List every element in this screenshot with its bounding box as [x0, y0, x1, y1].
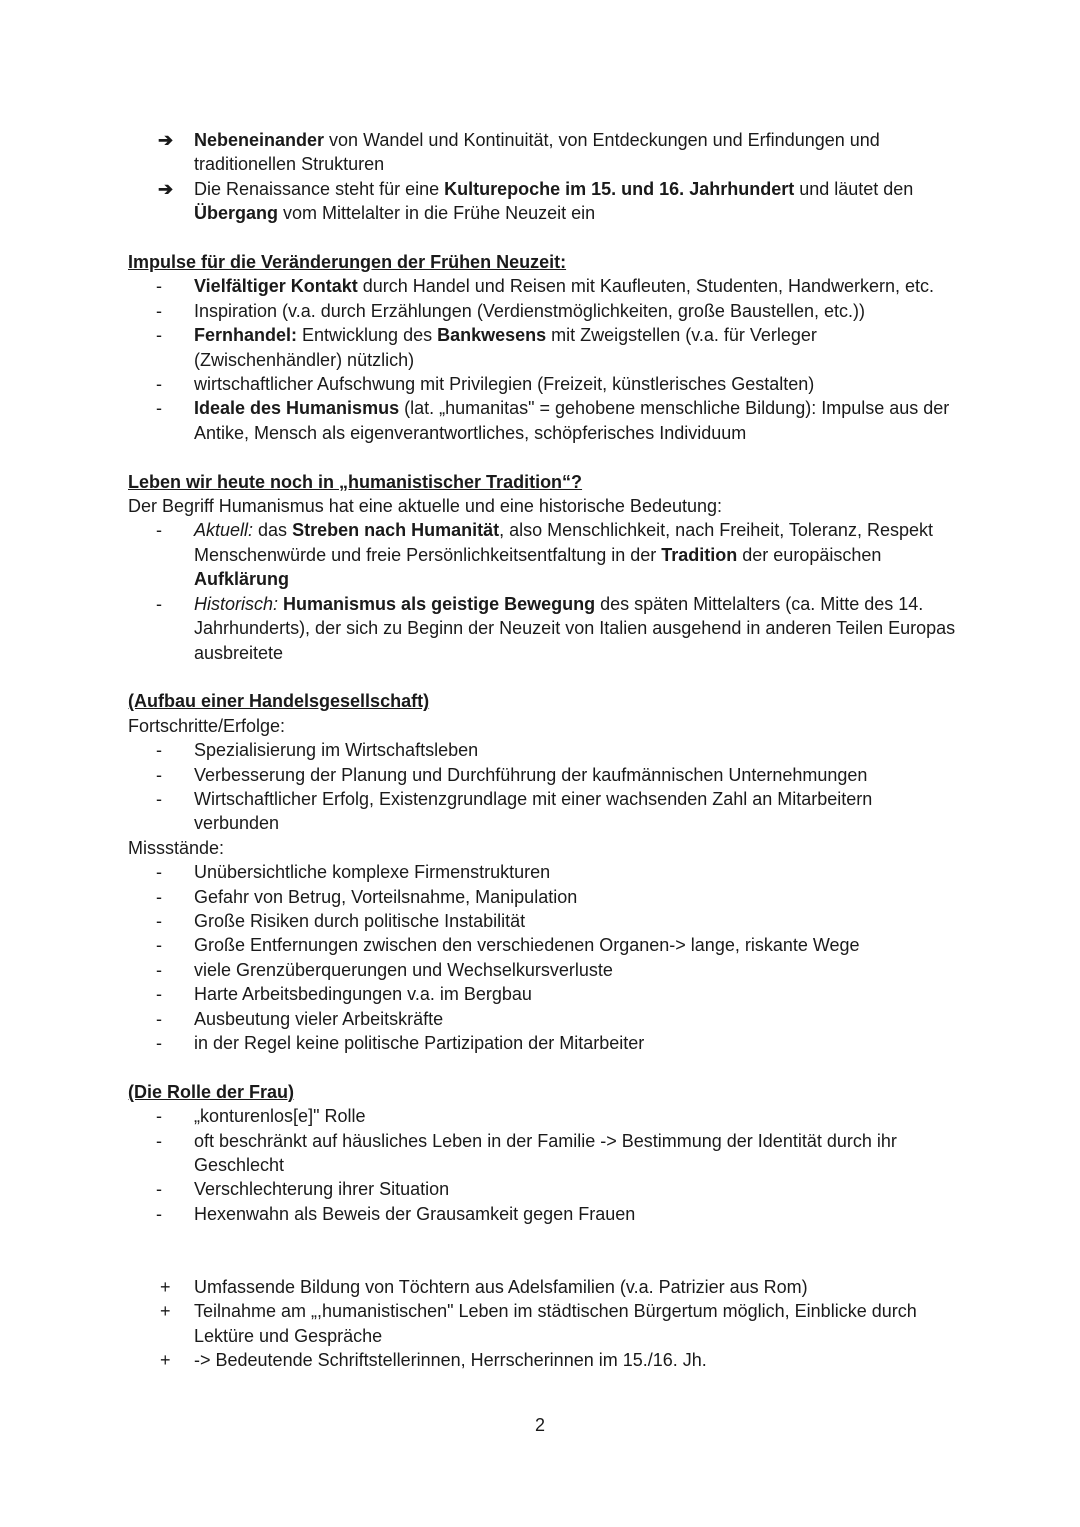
item-text: Unübersichtliche komplexe Firmenstrukturen — [194, 862, 551, 883]
dash-bullet: - — [156, 325, 162, 346]
plus-bullet: + — [160, 1301, 171, 1322]
arrow-item — [128, 128, 960, 177]
section-heading-tradition: Leben wir heute noch in „humanistischer Tradition“? — [128, 471, 583, 492]
item-text: Verbesserung der Planung und Durchführung der kaufmännischen Unternehmungen — [194, 764, 868, 785]
list-item — [128, 1202, 960, 1226]
dash-bullet: - — [156, 374, 162, 395]
item-text: in der Regel keine politische Partizipation der Mitarbeiter — [194, 1032, 645, 1053]
list-item — [128, 909, 960, 933]
item-text: viele Grenzüberquerungen und Wechselkursverluste — [194, 959, 613, 980]
item-text: Die Renaissance steht für eine — [194, 178, 445, 199]
list-item — [128, 323, 960, 372]
plus-bullet: + — [160, 1277, 171, 1298]
dash-bullet: - — [156, 398, 162, 419]
list-item — [128, 372, 960, 396]
dash-bullet: - — [156, 740, 162, 761]
dash-bullet: - — [156, 300, 162, 321]
item-text: Harte Arbeitsbedingungen v.a. im Bergbau — [194, 984, 532, 1005]
item-text: Große Entfernungen zwischen den verschiedenen Organen-> lange, riskante Wege — [194, 935, 860, 956]
arrow-icon: ➔ — [158, 178, 174, 199]
dash-bullet: - — [156, 862, 162, 883]
list-item — [128, 860, 960, 884]
item-text: Inspiration (v.a. durch Erzählungen (Verdienstmöglichkeiten, große Baustellen, etc.)) — [194, 300, 866, 321]
bold-text: Tradition — [661, 544, 738, 565]
item-text: Umfassende Bildung von Töchtern aus Adelsfamilien (v.a. Patrizier aus Rom) — [194, 1277, 808, 1298]
item-text: Teilnahme am „,humanistischen" Leben im städtischen Bürgertum möglich, Einblicke durch Lektüre und Gespräche — [194, 1301, 917, 1346]
section-heading-handel: (Aufbau einer Handelsgesellschaft) — [128, 691, 430, 712]
bold-text: Streben nach Humanität — [292, 520, 500, 541]
item-text: oft beschränkt auf häusliches Leben in der Familie -> Bestimmung der Identität durch ihr Geschlecht — [194, 1130, 897, 1175]
list-item — [128, 933, 960, 957]
item-text: Wirtschaftlicher Erfolg, Existenzgrundlage mit einer wachsenden Zahl an Mitarbeitern verbunden — [194, 788, 873, 834]
item-text: Gefahr von Betrug, Vorteilsnahme, Manipulation — [194, 886, 578, 907]
list-item — [128, 982, 960, 1006]
bold-text: Übergang — [194, 203, 279, 224]
item-text: Verschlechterung ihrer Situation — [194, 1179, 450, 1200]
list-item — [128, 396, 960, 445]
item-text: das — [253, 520, 293, 541]
list-item — [128, 1177, 960, 1201]
list-item — [128, 518, 960, 591]
dash-bullet: - — [156, 886, 162, 907]
dash-bullet: - — [156, 910, 162, 931]
item-text: durch Handel und Reisen mit Kaufleuten, Studenten, Handwerkern, etc. — [357, 276, 935, 297]
item-text: -> Bedeutende Schriftstellerinnen, Herrscherinnen im 15./16. Jh. — [194, 1350, 707, 1371]
item-text: „konturenlos[e]" Rolle — [194, 1106, 366, 1127]
list-item — [128, 1348, 960, 1372]
item-text: der europäischen — [737, 544, 882, 565]
subheading-fortschritte: Fortschritte/Erfolge: — [128, 715, 286, 736]
bold-text: Kulturepoche im 15. und 16. Jahrhundert — [444, 178, 795, 199]
list-item — [128, 787, 960, 836]
dash-bullet: - — [156, 1130, 162, 1151]
item-text: Große Risiken durch politische Instabilität — [194, 910, 526, 931]
item-text: mit Zweigstellen (v.a. für Verleger (Zwischenhändler) nützlich) — [194, 325, 817, 370]
list-item — [128, 885, 960, 909]
bold-text: Humanismus als geistige Bewegung — [283, 593, 596, 614]
dash-bullet: - — [156, 984, 162, 1005]
dash-bullet: - — [156, 1203, 162, 1224]
list-frau-negativ — [128, 1104, 960, 1226]
dash-bullet: - — [156, 1008, 162, 1029]
item-text: vom Mittelalter in die Frühe Neuzeit ein — [278, 203, 596, 224]
item-text: von Wandel und Kontinuität, von Entdeckungen und Erfindungen und traditionellen Strukturen — [194, 130, 880, 175]
list-item — [128, 1007, 960, 1031]
list-item — [128, 1031, 960, 1055]
arrow-item — [128, 177, 960, 226]
dash-bullet: - — [156, 1179, 162, 1200]
dash-bullet: - — [156, 520, 162, 541]
list-item — [128, 958, 960, 982]
bold-text: Aufklärung — [194, 569, 290, 590]
list-item — [128, 1129, 960, 1178]
page-number: 2 — [534, 1415, 545, 1435]
item-text: wirtschaftlicher Aufschwung mit Privilegien (Freizeit, künstlerisches Gestalten) — [194, 374, 815, 395]
dash-bullet: - — [156, 1032, 162, 1053]
list-item — [128, 738, 960, 762]
subheading-missstaende: Missstände: — [128, 837, 225, 858]
bold-text: Vielfältiger Kontakt — [194, 276, 358, 297]
item-text: Hexenwahn als Beweis der Grausamkeit gegen Frauen — [194, 1203, 636, 1224]
list-item — [128, 1104, 960, 1128]
item-text: Spezialisierung im Wirtschaftsleben — [194, 740, 479, 761]
arrow-icon: ➔ — [158, 130, 174, 150]
list-missstaende — [128, 860, 960, 1055]
item-text: Entwicklung des — [297, 325, 438, 346]
paragraph: Der Begriff Humanismus hat eine aktuelle und eine historische Bedeutung: — [128, 496, 723, 517]
italic-text: Aktuell: — [194, 520, 254, 541]
list-fortschritte — [128, 738, 960, 836]
list-item — [128, 299, 960, 323]
bold-text: Nebeneinander — [194, 130, 325, 150]
dash-bullet: - — [156, 1106, 162, 1127]
section-heading-frau: (Die Rolle der Frau) — [128, 1081, 295, 1102]
dash-bullet: - — [156, 276, 162, 297]
list-item — [128, 274, 960, 298]
section-heading-impulse: Impulse für die Veränderungen der Frühen Neuzeit: — [128, 252, 567, 273]
item-text: des späten Mittelalters (ca. Mitte des 14. Jahrhunderts), der sich zu Beginn der Neuzeit von Italien ausgehend in anderen Teilen Europas ausbreitete — [194, 593, 956, 663]
list-item — [128, 592, 960, 665]
item-text: Ausbeutung vieler Arbeitskräfte — [194, 1008, 444, 1029]
dash-bullet: - — [156, 788, 162, 809]
bold-text: Fernhandel: — [194, 325, 298, 346]
dash-bullet: - — [156, 935, 162, 956]
dash-bullet: - — [156, 593, 162, 614]
italic-text: Historisch: — [194, 593, 279, 614]
item-text: und läutet den — [794, 178, 914, 199]
bold-text: Bankwesens — [437, 325, 547, 346]
list-item — [128, 1275, 960, 1299]
bold-text: Ideale des Humanismus — [194, 398, 400, 419]
list-item — [128, 763, 960, 787]
plus-bullet: + — [160, 1350, 171, 1371]
item-text: , also Menschlichkeit, nach Freiheit, Toleranz, Respekt Menschenwürde und freie Persönlichkeitsentfaltung in der — [194, 520, 933, 565]
dash-bullet: - — [156, 764, 162, 785]
dash-bullet: - — [156, 959, 162, 980]
list-frau-positiv — [128, 1275, 960, 1373]
item-text: (lat. „humanitas" = gehobene menschliche Bildung): Impulse aus der Antike, Mensch als eigenverantwortliches, schöpferisches Individuum — [194, 398, 950, 443]
list-item — [128, 1299, 960, 1348]
